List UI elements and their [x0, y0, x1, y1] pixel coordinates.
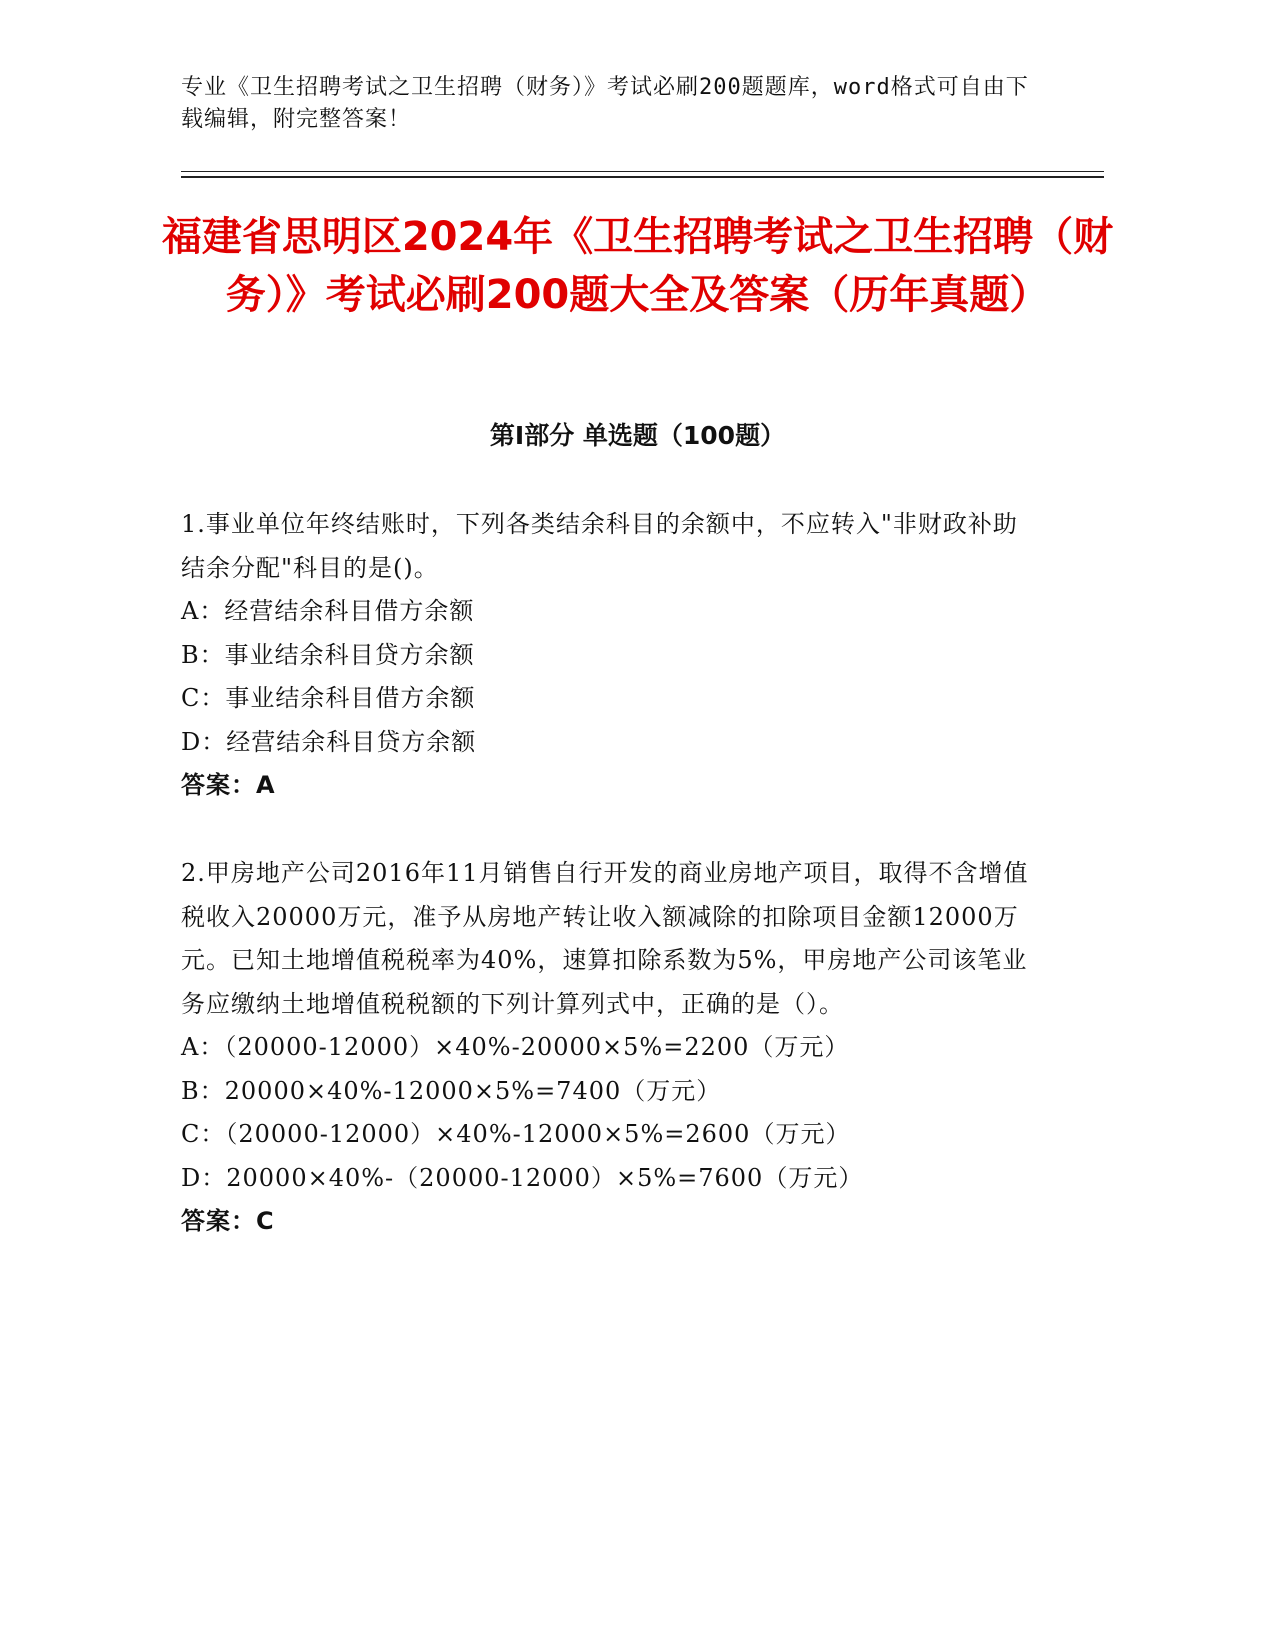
document-title: 福建省思明区2024年《卫生招聘考试之卫生招聘（财务）》考试必刷200题大全及答案（历年真题） [161, 214, 1114, 318]
header-divider-thin [181, 171, 1104, 172]
option-a: A：（20000-12000）×40%-20000×5%=2200（万元） [181, 1033, 850, 1061]
option-c: C：（20000-12000）×40%-12000×5%=2600（万元） [181, 1120, 851, 1148]
option-b: B：20000×40%-12000×5%=7400（万元） [181, 1076, 722, 1105]
question-1 [181, 503, 1041, 808]
question-answer: 答案：A [181, 771, 276, 799]
question-stem: 1.事业单位年终结账时，下列各类结余科目的余额中，不应转入"非财政补助结余分配"科目的是()。 [181, 510, 1018, 582]
question-answer: 答案：C [181, 1207, 275, 1235]
question-2 [181, 852, 1041, 1244]
option-c: C：事业结余科目借方余额 [181, 684, 476, 712]
option-d: D：经营结余科目贷方余额 [181, 727, 477, 756]
section-heading: 第Ⅰ部分 单选题（100题） [489, 421, 786, 450]
option-b: B：事业结余科目贷方余额 [181, 640, 475, 669]
header-divider-thick [181, 176, 1104, 178]
header-note: 专业《卫生招聘考试之卫生招聘（财务）》考试必刷200题题库，word格式可自由下载编辑，附完整答案！ [181, 75, 1029, 132]
question-stem: 2.甲房地产公司2016年11月销售自行开发的商业房地产项目，取得不含增值税收入20000万元，准予从房地产转让收入额减除的扣除项目金额12000万元。已知土地增值税税率为40%，速算扣除系数为5%，甲房地产公司该笔业务应缴纳土地增值税税额的下列计算列式中，正确的是（）。 [181, 859, 1029, 1018]
option-a: A：经营结余科目借方余额 [181, 597, 475, 625]
option-d: D：20000×40%-（20000-12000）×5%=7600（万元） [181, 1163, 864, 1192]
